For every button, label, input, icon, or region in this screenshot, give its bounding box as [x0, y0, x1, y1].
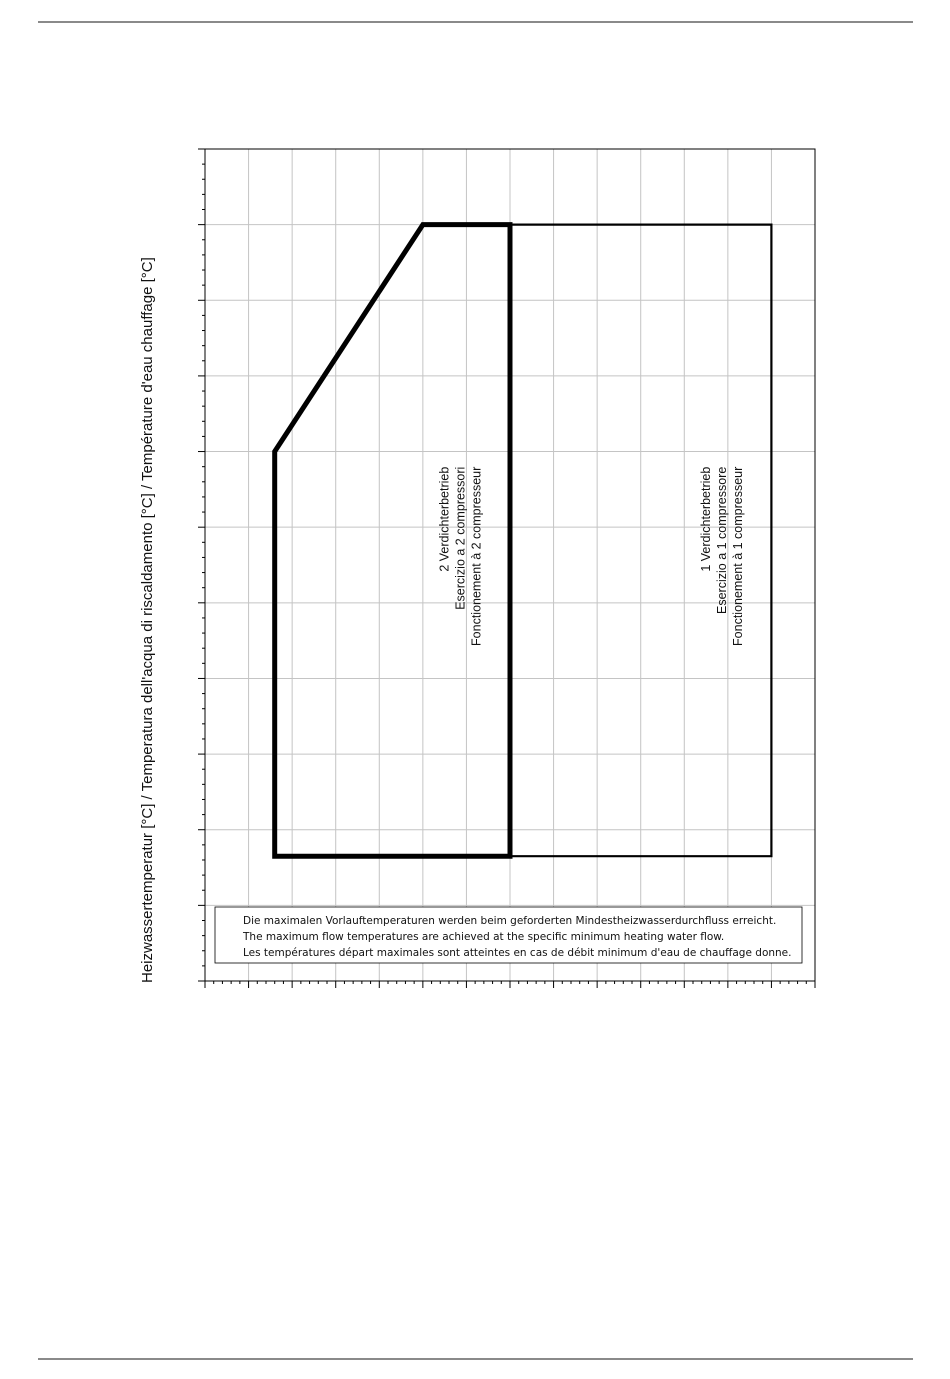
note-line-fr: Les températures départ maximales sont atteintes en cas de débit minimum d'eau de chauffage donne.: [243, 947, 792, 959]
region-label-0-line-1: Esercizio a 2 compressori: [453, 466, 468, 610]
note-line-de: Die maximalen Vorlauftemperaturen werden beim geforderten Mindestheizwasserdurchfluss erreicht.: [243, 915, 777, 927]
region-labels: [437, 467, 745, 646]
note-line-en: The maximum flow temperatures are achieved at the specific minimum heating water flow.: [243, 931, 725, 943]
region-label-1-line-0: 1 Verdichterbetrieb: [698, 466, 713, 572]
region-label-0-line-0: 2 Verdichterbetrieb: [437, 466, 452, 572]
series-layer: [275, 225, 772, 857]
region-label-0-line-2: Fonctionement à 2 compresseur: [469, 466, 484, 646]
note-box: [215, 907, 802, 963]
y-axis-label: Heizwassertemperatur [°C] / Temperatura dell'acqua di riscaldamento [°C] / Température d'eau chauffage [°C]: [139, 257, 156, 983]
region-label-1-line-2: Fonctionement à 1 compresseur: [730, 466, 745, 646]
region-label-1-line-1: Esercizio a 1 compressore: [714, 466, 729, 614]
